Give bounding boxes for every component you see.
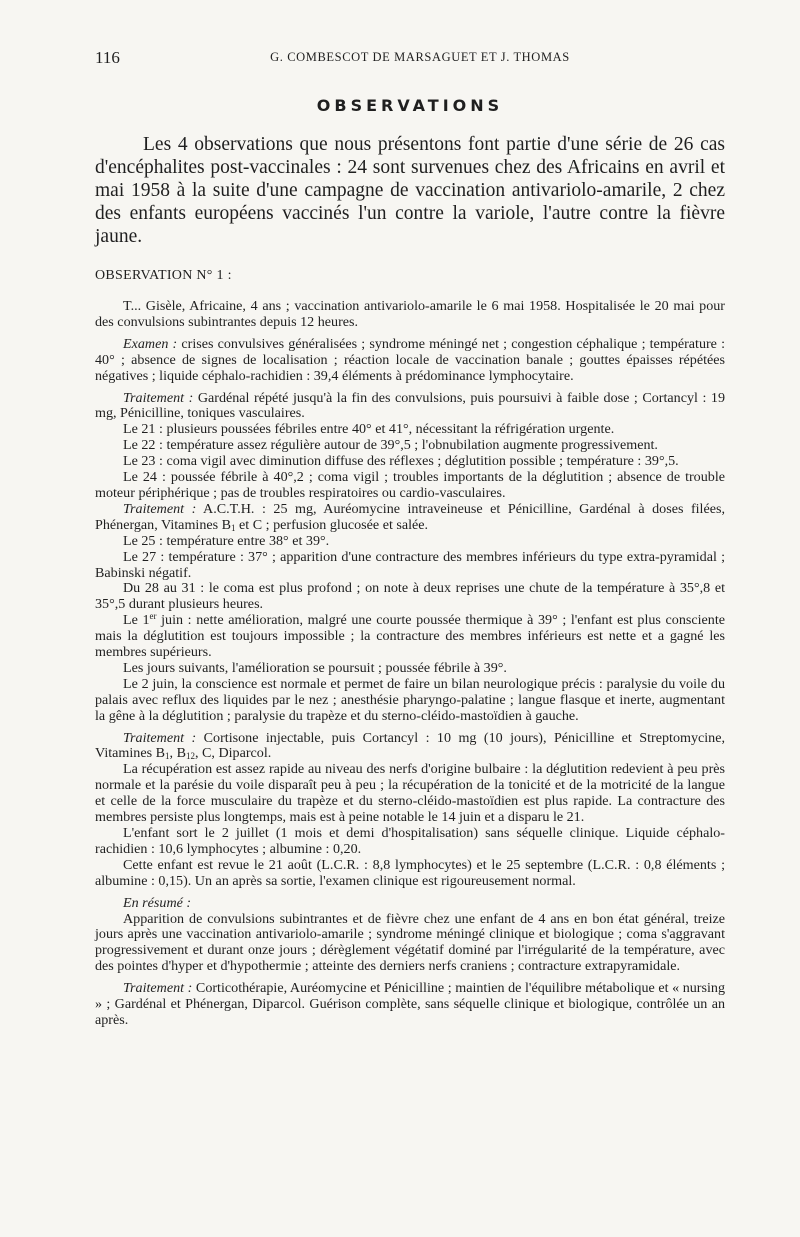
paragraph-follow-up: Cette enfant est revue le 21 août (L.C.R. : 8,8 lymphocytes) et le 25 septembre (L.C.R. : 0,8 éléments ; albumine : 0,15). Un an après sa sortie, l'examen clinique est rigoureusement normal. <box>95 856 725 889</box>
observation-body <box>95 299 725 1029</box>
paragraph-day-24: Le 24 : poussée fébrile à 40°,2 ; coma vigil ; troubles importants de la déglutition ; absence de trouble moteur périphérique ; pas de troubles respiratoires ou cardio-vasculaires. <box>95 469 725 501</box>
paragraph-day-23: Le 23 : coma vigil avec diminution diffuse des réflexes ; déglutition possible ; température : 39°,5. <box>123 453 679 470</box>
intro-paragraph: Les 4 observations que nous présentons font partie d'une série de 26 cas d'encéphalites post-vaccinales : 24 sont survenues chez des Africains en avril et mai 1958 à la suite d'une campagne de vaccination antivariolo-amarile, 2 chez des enfants européens vaccinés l'un contre la variole, l'autre contre la fièvre jaune. <box>95 134 725 247</box>
paragraph-june-1: Le 1er juin : nette amélioration, malgré une courte poussée thermique à 39° ; l'enfant est plus consciente mais la déglutition est toujours impossible ; la contracture des membres inférieurs est nette et a gagné les membres supérieurs. <box>95 611 725 661</box>
header-authors: G. COMBESCOT DE MARSAGUET ET J. THOMAS <box>270 50 570 64</box>
label-traitement: Traitement : <box>123 729 197 746</box>
paragraph-day-27: Le 27 : température : 37° ; apparition d'une contracture des membres inférieurs du type extra-pyramidal ; Babinski négatif. <box>95 548 725 581</box>
paragraph-resume-label <box>95 896 725 912</box>
paragraph-traitement-final: Traitement : Corticothérapie, Auréomycine et Pénicilline ; maintien de l'équilibre métabolique et « nursing » ; Gardénal et Phénergan, Diparcol. Guérison complète, sans séquelle clinique et biologique, contrôlée un an après. <box>95 980 725 1028</box>
paragraph-days-28-31: Du 28 au 31 : le coma est plus profond ; on note à deux reprises une chute de la température à 35°,8 et 35°,5 durant plusieurs heures. <box>95 580 725 613</box>
paragraph-discharge: L'enfant sort le 2 juillet (1 mois et demi d'hospitalisation) sans séquelle clinique. Liquide céphalo-rachidien : 10,6 lymphocytes ; albumine : 0,20. <box>95 825 725 857</box>
label-traitement: Traitement : <box>123 500 197 517</box>
running-head <box>95 40 725 70</box>
page-number: 116 <box>95 48 120 67</box>
paragraph-day-25: Le 25 : température entre 38° et 39°. <box>123 532 330 549</box>
label-traitement: Traitement : <box>123 980 193 997</box>
label-resume: En résumé : <box>123 894 192 911</box>
paragraph-examen: Examen : crises convulsives généralisées ; syndrome méningé net ; congestion céphalique ; température : 40° ; absence de signes de localisation ; réaction locale de vaccination banale ; gouttes épaisses répétées négatives ; liquide céphalo-rachidien : 39,4 éléments à prédominance lymphocytaire. <box>95 335 725 384</box>
document-page <box>95 40 725 1029</box>
paragraph-patient: T... Gisèle, Africaine, 4 ans ; vaccination antivariolo-amarile le 6 mai 1958. Hospitalisée le 20 mai pour des convulsions subintrantes depuis 12 heures. <box>95 298 725 330</box>
paragraph-traitement-2: Traitement : A.C.T.H. : 25 mg, Auréomycine intraveineuse et Pénicilline, Gardénal à doses filées, Phénergan, Vitamines $B_1$ et C ; perfusion glucosée et salée. <box>95 500 725 533</box>
paragraph-day-21: Le 21 : plusieurs poussées fébriles entre 40° et 41°, nécessitant la réfrigération urgente. <box>123 421 615 438</box>
paragraph-traitement-3: Traitement : Cortisone injectable, puis Cortancyl : 10 mg (10 jours), Pénicilline et Streptomycine, Vitamines $B_1$, $B_{12}$, C, Diparcol. <box>95 729 726 762</box>
paragraph-day-22: Le 22 : température assez régulière autour de 39°,5 ; l'obnubilation augmente progressivement. <box>123 437 658 454</box>
section-title: OBSERVATIONS <box>316 96 504 115</box>
paragraph-resume: Apparition de convulsions subintrantes et de fièvre chez une enfant de 4 ans en bon état général, treize jours après une vaccination antivariolo-amarile ; syndrome méningé clinique et biologique ; coma s'aggravant progressivement et durant onze jours ; dérèglement végétatif dominé par l'irrégularité de la température, avec des pointes d'hyper et d'hypothermie ; atteinte des derniers nerfs craniens ; contracture extrapyramidale. <box>95 910 725 975</box>
paragraph-traitement-1: Traitement : Gardénal répété jusqu'à la fin des convulsions, puis poursuivi à faible dose ; Cortancyl : 19 mg, Pénicilline, toniques vasculaires. <box>95 389 725 422</box>
label-examen: Examen : <box>123 335 178 352</box>
label-traitement: Traitement : <box>123 389 194 406</box>
paragraph-june-2: Le 2 juin, la conscience est normale et permet de faire un bilan neurologique précis : paralysie du voile du palais avec reflux des liquides par le nez ; anesthésie pharyngo-palatine ; langue flasque et inerte, augmentant la gêne à la déglutition ; paralysie du trapèze et du sterno-cléido-mastoïdien à gauche. <box>95 675 725 724</box>
observation-heading: OBSERVATION N° 1 : <box>95 268 232 283</box>
paragraph-following-days: Les jours suivants, l'amélioration se poursuit ; poussée fébrile à 39°. <box>123 659 507 676</box>
paragraph-recovery: La récupération est assez rapide au niveau des nerfs d'origine bulbaire : la déglutition redevient à peu près normale et la parésie du voile disparaît peu à peu ; la récupération de la tonicité et de la motricité de la langue et celle de la force musculaire du trapèze et du sterno-cléido-mastoïdien est plus rapide. La contracture des membres persiste plus longtemps, mais est à peine notable le 14 juin et a disparu le 21. <box>95 761 725 826</box>
